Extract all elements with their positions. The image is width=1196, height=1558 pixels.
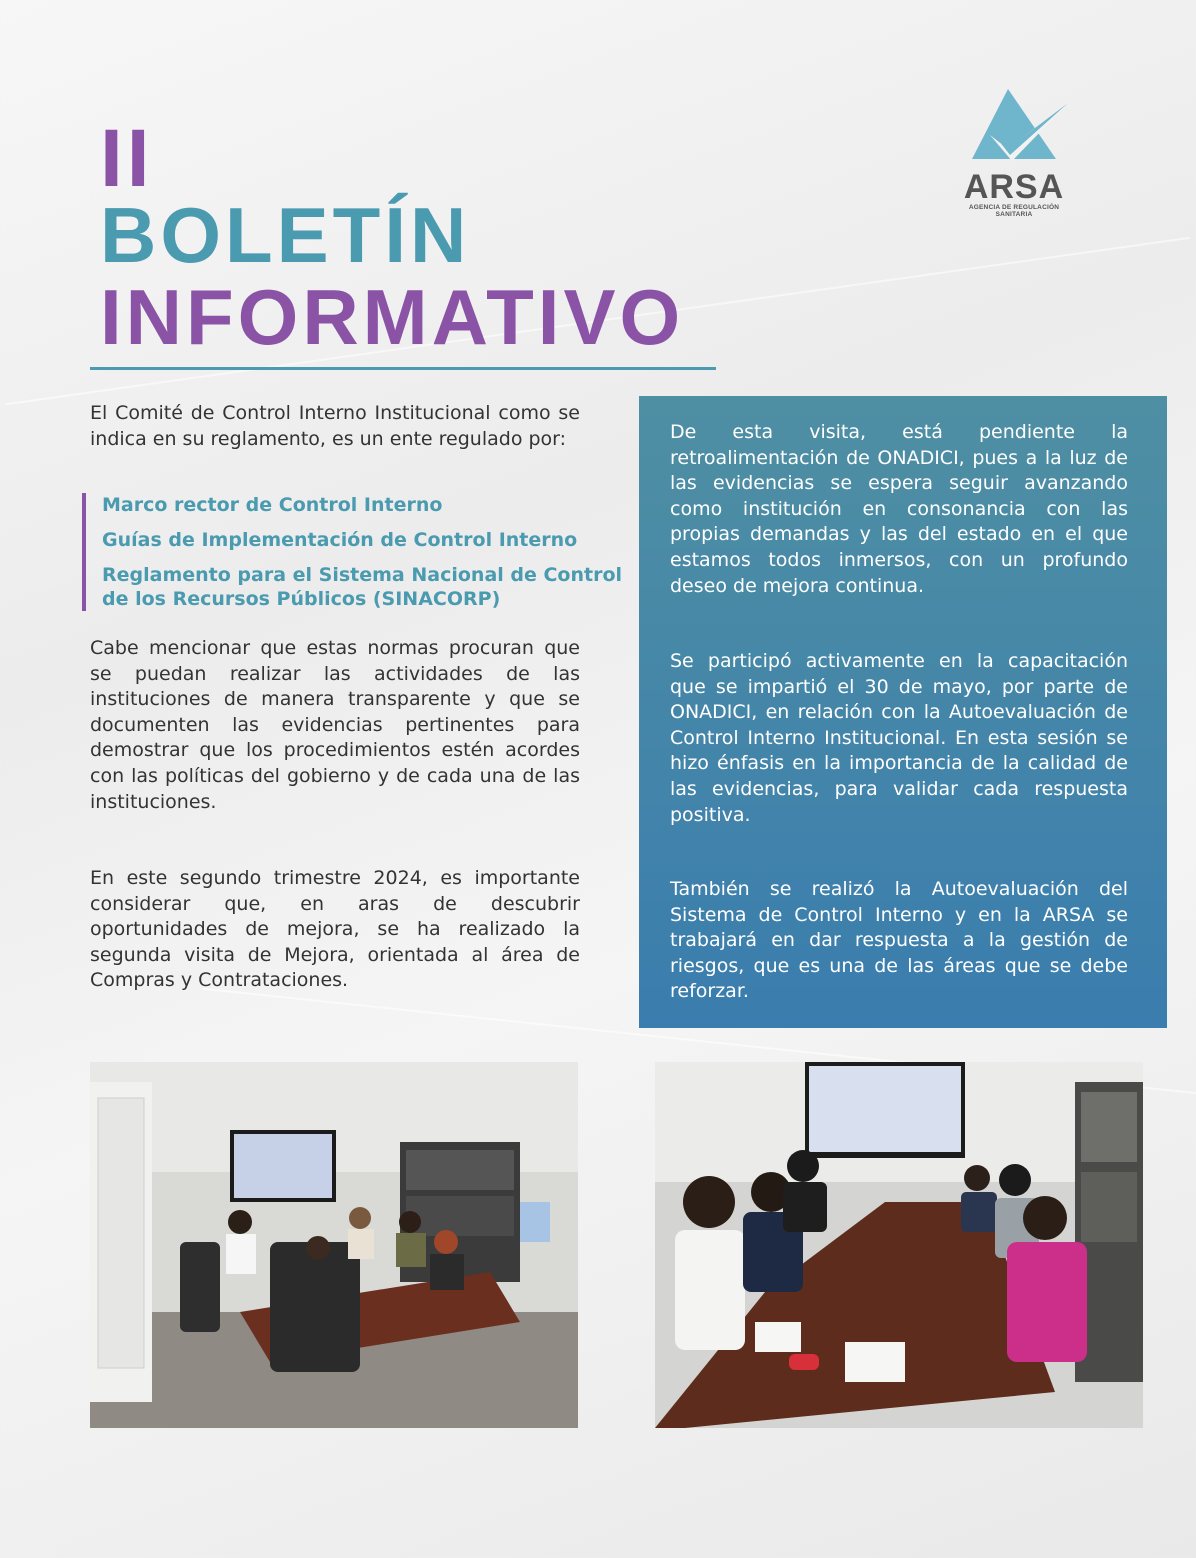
box-paragraph: También se realizó la Autoevaluación del Sistema de Control Interno y en la ARSA se trabajará en dar respuesta a la gestión de riesgos, que es una de las áreas que se debe reforzar. xyxy=(670,878,1128,1003)
bulletin-number: II xyxy=(100,113,154,204)
title-line-2: INFORMATIVO xyxy=(100,273,685,361)
meeting-photo-1 xyxy=(90,1062,578,1428)
reference-item: Reglamento para el Sistema Nacional de Control de los Recursos Públicos (SINACORP) xyxy=(102,564,623,610)
references-list xyxy=(82,493,642,611)
logo-wordmark: ARSA xyxy=(963,168,1065,206)
title-line-1: BOLETÍN xyxy=(100,191,471,279)
reference-item: Guías de Implementación de Control Interno xyxy=(102,529,578,551)
body-paragraph: En este segundo trimestre 2024, es importante considerar que, en aras de descubrir oportunidades de mejora, se ha realizado la segunda visita de Mejora, orientada al área de Compras y Contrataciones. xyxy=(90,867,580,992)
meeting-photo-2 xyxy=(655,1062,1143,1428)
body-paragraph: Cabe mencionar que estas normas procuran que se puedan realizar las actividades de las instituciones de manera transparente y que se documenten las evidencias pertinentes para demostrar que los procedimientos estén acordes con las políticas del gobierno y de cada una de las instituciones. xyxy=(90,637,580,813)
box-paragraph: De esta visita, está pendiente la retroalimentación de ONADICI, pues a la luz de las evidencias se espera seguir avanzando como institución en consonancia con las propias demandas y las del estado en el que estamos todos inmersos, con un profundo deseo de mejora continua. xyxy=(670,421,1128,597)
title-divider xyxy=(90,367,716,370)
intro-paragraph: El Comité de Control Interno Institucional como se indica en su reglamento, es un ente regulado por: xyxy=(90,402,580,450)
logo-subtitle: AGENCIA DE REGULACIÓN SANITARIA xyxy=(968,204,1060,218)
box-paragraph: Se participó activamente en la capacitación que se impartió el 30 de mayo, por parte de ONADICI, en relación con la Autoevaluación de Control Interno Institucional. En esta sesión se hizo énfasis en la importancia de la calidad de las evidencias, para validar cada respuesta positiva. xyxy=(670,650,1128,826)
reference-item: Marco rector de Control Interno xyxy=(102,494,443,516)
